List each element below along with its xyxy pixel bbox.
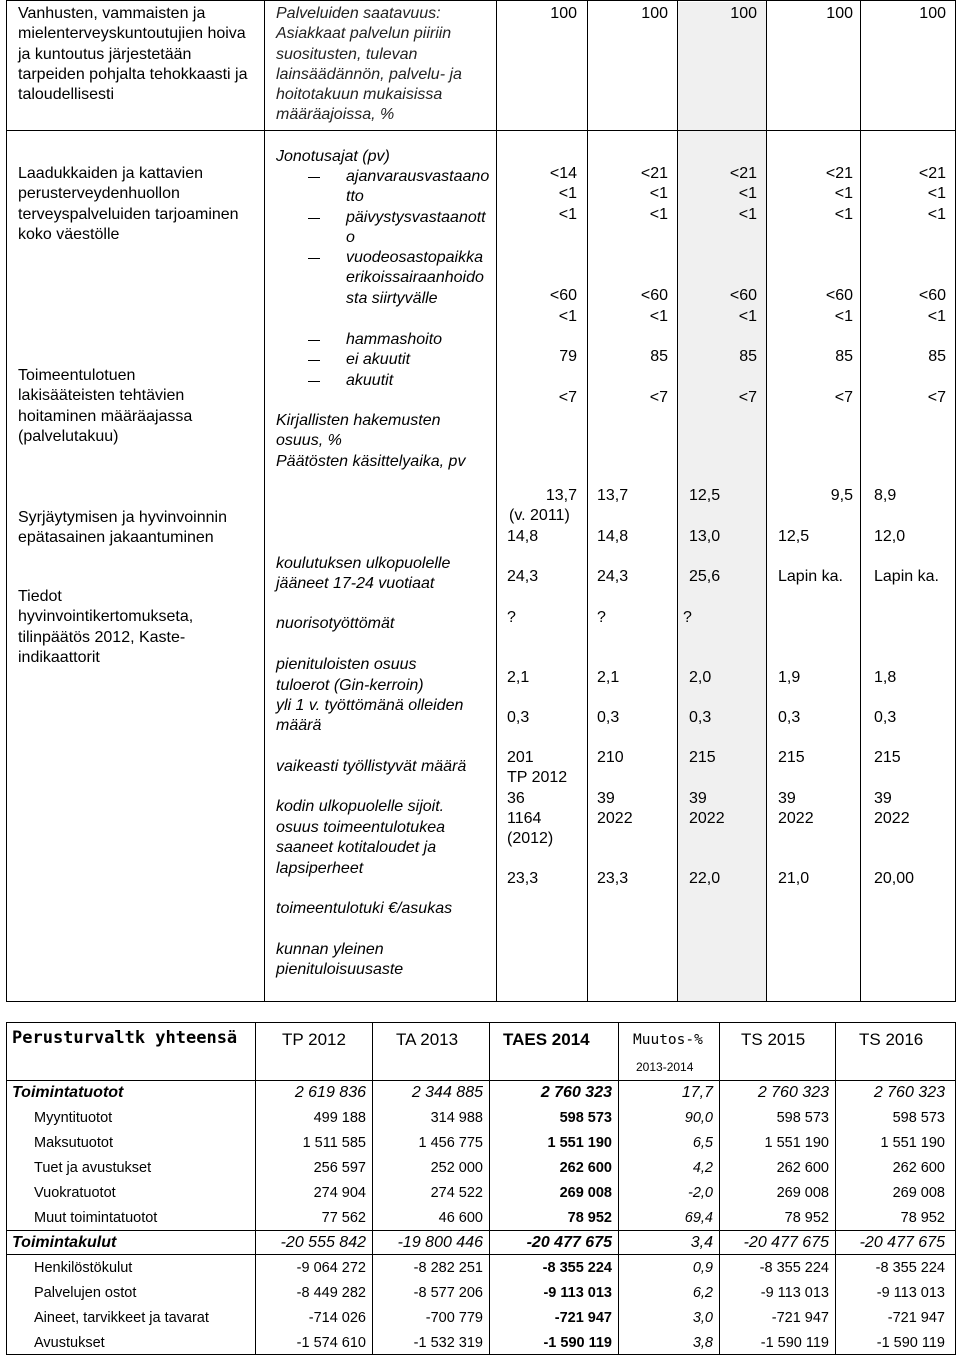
value-decision-time: <7	[927, 389, 946, 406]
value-wait-appointment: <21	[825, 165, 853, 182]
finance-cell: 69,4	[684, 1210, 713, 1226]
finance-cell: 2 619 836	[294, 1084, 366, 1101]
value-income-support-note: (2012)	[507, 830, 554, 847]
finance-cell: 262 600	[892, 1160, 945, 1176]
finance-cell: 598 573	[776, 1110, 829, 1126]
finance-cell: 2 760 323	[873, 1084, 945, 1101]
value-decision-days: 12,5	[689, 487, 721, 504]
finance-cell: 499 188	[313, 1110, 366, 1126]
finance-cell: 314 988	[430, 1110, 483, 1126]
value-income-support: 2022	[778, 810, 814, 827]
value-wait-emergency: <1	[834, 185, 853, 202]
value-foster-care: 39	[689, 790, 707, 807]
indicator-gini: tuloerot (Gin-kerroin)	[276, 677, 424, 694]
indicator-youth-unemployed: nuorisotyöttömät	[276, 615, 395, 632]
value-youth-unemployed: 25,6	[689, 568, 721, 585]
value-foster-care: 39	[778, 790, 796, 807]
value-long-unemployed: 0,3	[874, 709, 897, 726]
value-foster-care: 36	[507, 790, 525, 807]
finance-cell: 256 597	[313, 1160, 366, 1176]
value-decision-time: <7	[649, 389, 668, 406]
value-gini: 2,1	[597, 669, 620, 686]
wait-emergency: päivystysvastaanotto	[346, 209, 486, 247]
finance-cell: 269 008	[776, 1185, 829, 1201]
finance-cell: -721 947	[887, 1310, 945, 1326]
finance-row-label: Toimintatuotot	[12, 1084, 124, 1101]
value-written-apps: 79	[559, 348, 577, 365]
value-wait-ward: <1	[649, 206, 668, 223]
header-change-percent: Muutos-%	[633, 1032, 703, 1048]
indicator-written-apps: Kirjallisten hakemusten osuus, %	[276, 412, 441, 450]
finance-cell: 78 952	[900, 1210, 945, 1226]
value-gini: 1,8	[874, 669, 897, 686]
finance-cell: -20 555 842	[280, 1234, 366, 1251]
value-wait-ward: <1	[834, 206, 853, 223]
value-hard-to-employ: 215	[689, 749, 716, 766]
value-wait-appointment: <14	[549, 165, 577, 182]
finance-row-label: Avustukset	[34, 1335, 105, 1351]
value-availability: 100	[641, 5, 668, 22]
finance-cell: -8 449 282	[296, 1285, 366, 1301]
header-ta-2013: TA 2013	[396, 1030, 459, 1049]
value-youth-unemployed: 24,3	[507, 568, 539, 585]
indicator-long-unemployed: yli 1 v. työttömänä olleiden määrä	[276, 697, 464, 735]
value-long-unemployed: 0,3	[507, 709, 530, 726]
finance-cell: -714 026	[308, 1310, 366, 1326]
header-tp-2012: TP 2012	[282, 1030, 346, 1049]
value-availability: 100	[919, 5, 946, 22]
finance-cell: -8 577 206	[413, 1285, 483, 1301]
finance-row-label: Tuet ja avustukset	[34, 1160, 152, 1176]
value-income-support: 2022	[597, 810, 633, 827]
value-written-apps: 85	[739, 348, 757, 365]
finance-cell: 6,2	[692, 1285, 713, 1301]
value-long-unemployed: 0,3	[689, 709, 712, 726]
value-hard-to-employ-note: TP 2012	[507, 769, 568, 786]
goal-primary-health: Laadukkaiden ja kattavien perusterveydenhuollon terveyspalveluiden tarjoaminen koko väestölle	[18, 165, 239, 243]
header-ts-2015: TS 2015	[741, 1030, 806, 1049]
value-availability: 100	[550, 5, 577, 22]
data-sources-note: Tiedot hyvinvointikertomukseta, tilinpäätös 2012, Kaste-indikaattorit	[18, 588, 194, 666]
finance-row-label: Muut toimintatuotot	[34, 1210, 158, 1226]
finance-row-label: Toimintakulut	[12, 1234, 117, 1251]
finance-cell: -1 574 610	[296, 1335, 366, 1351]
finance-cell: 2 344 885	[411, 1084, 483, 1101]
wait-acute: akuutit	[346, 372, 394, 389]
finance-cell: -1 590 119	[876, 1335, 945, 1351]
finance-cell: -8 282 251	[413, 1260, 483, 1276]
wait-dental: hammashoito	[346, 331, 443, 348]
finance-cell: 274 904	[313, 1185, 366, 1201]
finance-cell: -8 355 224	[759, 1260, 829, 1276]
value-gini: 2,0	[689, 669, 712, 686]
value-decision-days: 8,9	[874, 487, 897, 504]
value-written-apps: 85	[835, 348, 853, 365]
finance-cell: 0,9	[692, 1260, 713, 1276]
value-foster-care: 39	[597, 790, 615, 807]
value-outside-education: 12,5	[778, 528, 810, 545]
value-income-support: 2022	[874, 810, 910, 827]
finance-cell: 252 000	[430, 1160, 483, 1176]
indicator-income-support-share: osuus toimeentulotukea saaneet kotitaloudet ja lapsiperheet	[276, 819, 445, 877]
finance-cell: -20 477 675	[743, 1234, 829, 1251]
value-wait-emergency: <1	[738, 185, 757, 202]
finance-row-label: Aineet, tarvikkeet ja tavarat	[34, 1310, 209, 1326]
wait-non-acute: ei akuutit	[346, 351, 411, 368]
finance-cell: 262 600	[776, 1160, 829, 1176]
value-low-income: ?	[597, 609, 606, 626]
value-low-income: ?	[507, 609, 516, 626]
finance-cell: -19 800 446	[397, 1234, 483, 1251]
goal-income-support: Toimeentulotuen lakisääteisten tehtävien hoitaminen määräajassa (palvelutakuu)	[18, 367, 193, 445]
value-income-support: 2022	[689, 810, 725, 827]
indicator-outside-education: koulutuksen ulkopuolelle jääneet 17-24 vuotiaat	[276, 555, 451, 593]
value-wait-emergency: <1	[558, 185, 577, 202]
value-foster-care: 39	[874, 790, 892, 807]
value-decision-note: (v. 2011)	[509, 507, 570, 524]
value-availability: 100	[730, 5, 757, 22]
finance-cell: -8 355 224	[542, 1260, 612, 1276]
value-wait-appointment: <21	[918, 165, 946, 182]
value-decision-days: 13,7	[597, 487, 629, 504]
value-written-apps: 85	[650, 348, 668, 365]
finance-cell: -700 779	[425, 1310, 483, 1326]
finance-cell: 598 573	[892, 1110, 945, 1126]
finance-cell: 1 456 775	[418, 1135, 483, 1151]
finance-cell: 3,4	[690, 1234, 713, 1251]
value-poverty-rate: 23,3	[507, 870, 539, 887]
indicator-low-income: pienituloisten osuus	[276, 656, 417, 673]
finance-cell: 78 952	[567, 1210, 612, 1226]
finance-cell: 2 760 323	[757, 1084, 829, 1101]
finance-cell: 1 551 190	[764, 1135, 829, 1151]
finance-cell: 3,8	[692, 1335, 713, 1351]
wait-appointment: ajanvarausvastaanotto	[346, 168, 490, 206]
finance-cell: 1 551 190	[880, 1135, 945, 1151]
header-taes-2014: TAES 2014	[503, 1030, 590, 1049]
value-hard-to-employ: 210	[597, 749, 624, 766]
value-gini: 1,9	[778, 669, 801, 686]
value-youth-unemployed: Lapin ka.	[874, 568, 939, 585]
finance-cell: 4,2	[692, 1160, 713, 1176]
value-low-income: ?	[683, 609, 692, 626]
value-long-unemployed: 0,3	[778, 709, 801, 726]
indicator-income-support-per: toimeentulotuki €/asukas	[276, 900, 453, 917]
finance-cell: -8 355 224	[875, 1260, 945, 1276]
finance-cell: -9 113 013	[543, 1285, 612, 1301]
value-poverty-rate: 22,0	[689, 870, 721, 887]
value-wait-ward: <1	[558, 206, 577, 223]
value-wait-dental: <60	[640, 287, 668, 304]
header-change-period: 2013-2014	[636, 1060, 694, 1074]
value-decision-time: <7	[738, 389, 757, 406]
finance-cell: -9 064 272	[296, 1260, 366, 1276]
finance-cell: -1 532 319	[413, 1335, 483, 1351]
finance-cell: -1 590 119	[543, 1335, 612, 1351]
header-ts-2016: TS 2016	[859, 1030, 924, 1049]
value-decision-days: 9,5	[830, 487, 853, 504]
value-availability: 100	[826, 5, 853, 22]
value-hard-to-employ: 201	[507, 749, 534, 766]
value-outside-education: 14,8	[597, 528, 629, 545]
value-wait-emergency: <1	[649, 185, 668, 202]
finance-cell: 269 008	[892, 1185, 945, 1201]
value-wait-ward: <1	[927, 206, 946, 223]
value-long-unemployed: 0,3	[597, 709, 620, 726]
value-gini: 2,1	[507, 669, 530, 686]
value-wait-emergency: <1	[927, 185, 946, 202]
finance-row-label: Vuokratuotot	[34, 1185, 116, 1201]
value-decision-time: <7	[558, 389, 577, 406]
finance-cell: 1 551 190	[547, 1135, 612, 1151]
finance-cell: 274 522	[430, 1185, 483, 1201]
value-wait-ward: <1	[738, 206, 757, 223]
value-wait-dental: <60	[549, 287, 577, 304]
value-wait-nonacute: <1	[834, 308, 853, 325]
value-poverty-rate: 23,3	[597, 870, 629, 887]
finance-row-label: Maksutuotot	[34, 1135, 113, 1151]
value-hard-to-employ: 215	[778, 749, 805, 766]
finance-cell: -721 947	[771, 1310, 829, 1326]
value-decision-days: 13,7	[545, 487, 577, 504]
value-wait-nonacute: <1	[649, 308, 668, 325]
wait-ward-bed: vuodeosastopaikka erikoissairaanhoidosta siirtyvälle	[346, 249, 484, 307]
value-wait-dental: <60	[729, 287, 757, 304]
goal-exclusion: Syrjäytymisen ja hyvinvoinnin epätasainen jakaantuminen	[18, 509, 227, 547]
value-wait-appointment: <21	[729, 165, 757, 182]
value-youth-unemployed: Lapin ka.	[778, 568, 843, 585]
indicator-foster-care: kodin ulkopuolelle sijoit.	[276, 798, 445, 815]
indicator-hard-to-employ: vaikeasti työllistyvät määrä	[276, 758, 467, 775]
indicator-poverty-rate: kunnan yleinen pienituloisuusaste	[276, 941, 404, 979]
finance-title: Perusturvaltk yhteensä	[12, 1028, 238, 1048]
finance-cell: -721 947	[554, 1310, 612, 1326]
finance-cell: 77 562	[321, 1210, 366, 1226]
value-poverty-rate: 20,00	[874, 870, 915, 887]
value-poverty-rate: 21,0	[778, 870, 810, 887]
finance-cell: 598 573	[559, 1110, 612, 1126]
indicator-availability: Palveluiden saatavuus: Asiakkaat palvelun piiriin suositusten, tulevan lainsäädännön, palvelu- ja hoitotakuun mukaisissa määräajoissa, %	[276, 5, 462, 124]
finance-cell: -2,0	[688, 1185, 713, 1201]
value-hard-to-employ: 215	[874, 749, 901, 766]
finance-cell: 46 600	[438, 1210, 483, 1226]
value-income-support: 1164	[507, 810, 542, 827]
value-wait-nonacute: <1	[558, 308, 577, 325]
finance-row-label: Palvelujen ostot	[34, 1285, 137, 1301]
value-wait-nonacute: <1	[738, 308, 757, 325]
goal-elderly-care: Vanhusten, vammaisten ja mielenterveyskuntoutujien hoiva ja kuntoutus järjestetään tarpeiden pohjalta tehokkaasti ja taloudellisesti	[18, 5, 248, 104]
value-wait-appointment: <21	[640, 165, 668, 182]
value-youth-unemployed: 24,3	[597, 568, 629, 585]
value-wait-dental: <60	[918, 287, 946, 304]
finance-row-label: Henkilöstökulut	[34, 1260, 133, 1276]
finance-cell: -20 477 675	[526, 1234, 612, 1251]
finance-cell: -1 590 119	[760, 1335, 829, 1351]
finance-cell: -20 477 675	[859, 1234, 945, 1251]
finance-cell: -9 113 013	[876, 1285, 945, 1301]
value-outside-education: 12,0	[874, 528, 906, 545]
finance-cell: -9 113 013	[760, 1285, 829, 1301]
finance-cell: 262 600	[559, 1160, 612, 1176]
indicator-decision-time: Päätösten käsittelyaika, pv	[276, 453, 466, 470]
finance-cell: 3,0	[692, 1310, 713, 1326]
value-written-apps: 85	[928, 348, 946, 365]
value-decision-time: <7	[834, 389, 853, 406]
finance-cell: 78 952	[784, 1210, 829, 1226]
finance-cell: 1 511 585	[302, 1135, 366, 1151]
value-wait-nonacute: <1	[927, 308, 946, 325]
value-outside-education: 14,8	[507, 528, 539, 545]
waiting-times-title: Jonotusajat (pv)	[276, 148, 390, 165]
finance-cell: 2 760 323	[540, 1084, 612, 1101]
value-wait-dental: <60	[825, 287, 853, 304]
value-outside-education: 13,0	[689, 528, 721, 545]
finance-row-label: Myyntituotot	[34, 1110, 113, 1126]
finance-cell: 6,5	[692, 1135, 713, 1151]
finance-cell: 269 008	[559, 1185, 612, 1201]
finance-cell: 17,7	[681, 1084, 713, 1101]
finance-cell: 90,0	[684, 1110, 713, 1126]
